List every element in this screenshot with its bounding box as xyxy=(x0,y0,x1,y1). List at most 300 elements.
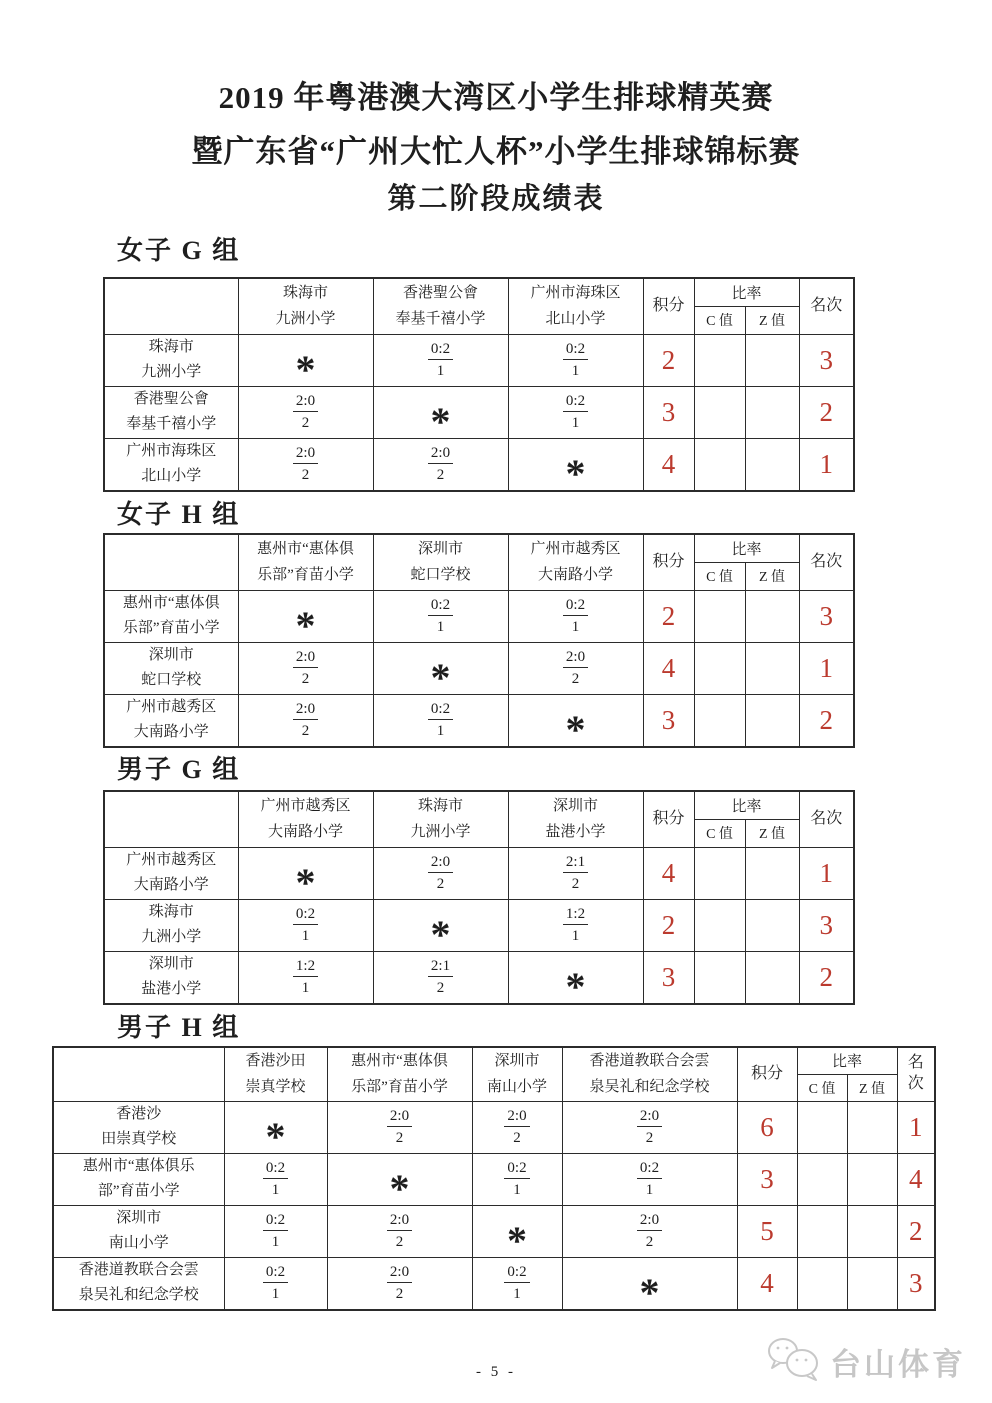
set-score: 0:2 xyxy=(263,1212,288,1232)
match-result xyxy=(239,906,373,945)
set-score: 2:0 xyxy=(428,445,453,465)
team-row-label xyxy=(104,590,238,642)
match-result xyxy=(225,1160,327,1199)
c-value-header: C 值 xyxy=(694,819,745,847)
rank-cell: 3 xyxy=(897,1257,935,1310)
team-name-line: 乐部”育苗小学 xyxy=(351,1079,448,1096)
match-result-cell xyxy=(562,1153,737,1205)
rank-cell: 3 xyxy=(799,590,854,642)
match-result xyxy=(509,341,643,380)
page-number: - 5 - xyxy=(476,1364,516,1380)
set-score: 2:0 xyxy=(637,1212,662,1232)
match-points: 2 xyxy=(395,1130,404,1146)
c-value-cell xyxy=(694,386,745,438)
team-name-line: 泉吴礼和纪念学校 xyxy=(78,1287,199,1303)
team-name-line: 乐部”育苗小学 xyxy=(122,620,220,636)
match-points: 1 xyxy=(571,928,580,944)
team-name-line: 奉基千禧小学 xyxy=(126,416,217,432)
self-match-cell xyxy=(373,899,508,951)
z-value-cell xyxy=(745,899,799,951)
set-score: 1:2 xyxy=(563,906,588,926)
match-result xyxy=(374,445,508,484)
ratio-header: 比率 xyxy=(694,791,799,819)
match-result-cell xyxy=(472,1101,562,1153)
c-value-header: C 值 xyxy=(694,562,745,590)
match-result xyxy=(239,701,373,740)
match-result xyxy=(509,906,643,945)
team-name-line: 崇真学校 xyxy=(245,1079,306,1096)
team-name-line: 香港聖公會 xyxy=(402,285,478,301)
group-heading: 男子 G 组 xyxy=(117,755,241,784)
team-name-line: 香港道教联合会雲 xyxy=(589,1053,710,1069)
z-value-cell xyxy=(847,1257,897,1310)
team-name-line: 盐港小学 xyxy=(141,981,202,997)
team-name-line: 香港沙 xyxy=(116,1105,162,1122)
rank-cell: 3 xyxy=(799,899,854,951)
ratio-header: 比率 xyxy=(694,534,799,562)
match-points: 2 xyxy=(513,1130,521,1146)
wechat-icon xyxy=(766,1336,822,1387)
team-column-header xyxy=(508,278,643,334)
table-row xyxy=(104,590,854,642)
c-value-cell xyxy=(694,899,745,951)
self-match-cell xyxy=(373,386,508,438)
match-result xyxy=(563,1108,737,1147)
team-column-header xyxy=(327,1047,472,1101)
match-result xyxy=(225,1264,327,1303)
team-name-line: 蛇口学校 xyxy=(141,672,202,688)
team-row-label xyxy=(53,1153,224,1205)
team-row-label xyxy=(104,899,238,951)
match-result-cell xyxy=(508,334,643,386)
self-match-asterisk: * xyxy=(565,964,586,1004)
self-match-asterisk: * xyxy=(430,399,451,438)
set-score: 2:1 xyxy=(563,854,588,874)
match-points: 1 xyxy=(271,1182,280,1198)
z-value-cell xyxy=(745,438,799,491)
team-name-line: 深圳市 xyxy=(417,541,463,557)
points-header: 积分 xyxy=(643,534,694,590)
team-name-line: 田崇真学校 xyxy=(101,1131,177,1147)
self-match-cell xyxy=(238,590,373,642)
z-value-cell xyxy=(745,590,799,642)
points-cell: 5 xyxy=(737,1205,797,1257)
set-score: 0:2 xyxy=(563,597,588,617)
rank-header-line: 名次 xyxy=(810,296,843,314)
self-match-asterisk: * xyxy=(389,1166,410,1205)
match-points: 1 xyxy=(271,1234,280,1250)
match-result-cell xyxy=(562,1205,737,1257)
set-score: 1:2 xyxy=(293,958,318,978)
set-score: 2:0 xyxy=(563,649,588,669)
team-name-line: 香港道教联合会雲 xyxy=(78,1261,199,1278)
self-match-cell xyxy=(238,334,373,386)
team-column-header xyxy=(224,1047,327,1101)
match-result-cell xyxy=(373,590,508,642)
rank-header xyxy=(799,534,854,590)
team-name-line: 深圳市 xyxy=(552,798,598,814)
self-match-asterisk: * xyxy=(639,1270,660,1310)
match-result xyxy=(239,649,373,688)
team-row-label xyxy=(104,951,238,1004)
team-name-line: 大南路小学 xyxy=(133,724,209,740)
team-name-line: 惠州市“惠体俱 xyxy=(257,541,354,557)
team-column-header xyxy=(373,534,508,590)
z-value-header: Z 值 xyxy=(745,819,799,847)
rank-cell: 2 xyxy=(897,1205,935,1257)
team-row-label xyxy=(53,1101,224,1153)
set-score: 2:0 xyxy=(293,701,318,721)
points-cell: 4 xyxy=(643,438,694,491)
match-result-cell xyxy=(373,847,508,899)
match-result xyxy=(563,1212,737,1251)
team-row-label xyxy=(53,1257,224,1310)
team-column-header xyxy=(508,791,643,847)
set-score: 0:2 xyxy=(428,597,453,617)
match-result-cell xyxy=(508,590,643,642)
match-result-cell xyxy=(224,1153,327,1205)
match-result xyxy=(328,1212,472,1251)
table-row xyxy=(104,334,854,386)
team-name-line: 九洲小学 xyxy=(410,824,471,841)
rank-cell: 1 xyxy=(897,1101,935,1153)
z-value-cell xyxy=(745,951,799,1004)
c-value-cell xyxy=(694,334,745,386)
match-result xyxy=(239,445,373,484)
set-score: 2:1 xyxy=(428,958,453,978)
points-header: 积分 xyxy=(737,1047,797,1101)
points-header: 积分 xyxy=(643,791,694,847)
corner-cell xyxy=(104,534,238,590)
match-points: 2 xyxy=(301,671,310,687)
match-result-cell xyxy=(508,386,643,438)
team-name-line: 九洲小学 xyxy=(141,364,202,380)
team-name-line: 广州市越秀区 xyxy=(126,851,217,868)
table-row xyxy=(104,642,854,694)
points-cell: 2 xyxy=(643,590,694,642)
match-result-cell xyxy=(508,847,643,899)
team-name-line: 大南路小学 xyxy=(133,877,209,893)
c-value-header: C 值 xyxy=(797,1074,847,1101)
match-points: 1 xyxy=(271,1286,280,1302)
match-result xyxy=(374,701,508,740)
team-column-header xyxy=(373,791,508,847)
team-name-line: 北山小学 xyxy=(545,311,606,328)
match-result xyxy=(509,649,643,688)
match-result-cell xyxy=(373,951,508,1004)
title-line-3: 第二阶段成绩表 xyxy=(387,183,605,215)
team-name-line: 奉基千禧小学 xyxy=(395,311,486,328)
match-points: 2 xyxy=(395,1234,404,1250)
c-value-cell xyxy=(797,1101,847,1153)
results-table xyxy=(103,277,855,492)
set-score: 2:0 xyxy=(637,1108,662,1128)
match-points: 1 xyxy=(645,1182,654,1198)
match-result-cell xyxy=(238,951,373,1004)
team-name-line: 珠海市 xyxy=(148,338,194,355)
self-match-cell xyxy=(562,1257,737,1310)
rank-header xyxy=(799,791,854,847)
team-name-line: 乐部”育苗小学 xyxy=(257,567,354,584)
match-result-cell xyxy=(373,438,508,491)
set-score: 2:0 xyxy=(387,1212,412,1232)
team-name-line: 深圳市 xyxy=(116,1209,162,1226)
self-match-asterisk: * xyxy=(295,347,316,386)
rank-header xyxy=(897,1047,935,1101)
c-value-cell xyxy=(694,438,745,491)
c-value-cell xyxy=(694,642,745,694)
z-value-cell xyxy=(745,642,799,694)
team-name-line: 香港沙田 xyxy=(245,1053,306,1069)
watermark-text: 台山体育 xyxy=(830,1347,966,1382)
points-cell: 4 xyxy=(737,1257,797,1310)
watermark xyxy=(766,1336,966,1387)
rank-cell: 2 xyxy=(799,694,854,747)
team-column-header xyxy=(373,278,508,334)
c-value-cell xyxy=(694,694,745,747)
title-line-2: 暨广东省“广州大忙人杯”小学生排球锦标赛 xyxy=(191,134,801,169)
corner-cell xyxy=(104,791,238,847)
match-result-cell xyxy=(238,438,373,491)
z-value-cell xyxy=(745,386,799,438)
results-table xyxy=(103,533,855,748)
set-score: 2:0 xyxy=(387,1108,412,1128)
title-line-1: 2019 年粤港澳大湾区小学生排球精英赛 xyxy=(218,80,774,115)
match-result xyxy=(563,1160,737,1199)
rank-cell: 1 xyxy=(799,438,854,491)
match-result-cell xyxy=(472,1257,562,1310)
table-row xyxy=(53,1205,935,1257)
match-points: 1 xyxy=(436,619,445,635)
z-value-cell xyxy=(745,847,799,899)
points-cell: 3 xyxy=(643,951,694,1004)
table-row xyxy=(53,1101,935,1153)
match-points: 2 xyxy=(301,723,310,739)
match-result-cell xyxy=(238,386,373,438)
points-cell: 6 xyxy=(737,1101,797,1153)
c-value-cell xyxy=(797,1153,847,1205)
set-score: 0:2 xyxy=(637,1160,662,1180)
match-result xyxy=(328,1108,472,1147)
set-score: 0:2 xyxy=(504,1160,529,1180)
match-result-cell xyxy=(327,1101,472,1153)
match-points: 1 xyxy=(571,415,580,431)
match-points: 1 xyxy=(436,723,445,739)
c-value-cell xyxy=(797,1257,847,1310)
team-name-line: 深圳市 xyxy=(148,955,194,972)
points-cell: 2 xyxy=(643,899,694,951)
rank-cell: 4 xyxy=(897,1153,935,1205)
set-score: 0:2 xyxy=(428,341,453,361)
team-name-line: 深圳市 xyxy=(494,1053,540,1069)
rank-cell: 2 xyxy=(799,951,854,1004)
z-value-cell xyxy=(745,334,799,386)
match-result-cell xyxy=(508,642,643,694)
match-points: 2 xyxy=(571,671,580,687)
team-name-line: 盐港小学 xyxy=(545,824,606,841)
match-result-cell xyxy=(224,1257,327,1310)
team-row-label xyxy=(104,334,238,386)
match-result xyxy=(473,1264,562,1303)
match-result-cell xyxy=(373,334,508,386)
self-match-cell xyxy=(508,694,643,747)
c-value-cell xyxy=(797,1205,847,1257)
match-result xyxy=(473,1160,562,1199)
self-match-cell xyxy=(224,1101,327,1153)
team-column-header xyxy=(472,1047,562,1101)
corner-cell xyxy=(53,1047,224,1101)
team-name-line: 珠海市 xyxy=(417,798,463,814)
team-row-label xyxy=(104,386,238,438)
self-match-asterisk: * xyxy=(295,860,316,899)
match-result xyxy=(374,341,508,380)
rank-cell: 2 xyxy=(799,386,854,438)
match-result xyxy=(239,393,373,432)
team-name-line: 大南路小学 xyxy=(267,824,343,841)
self-match-asterisk: * xyxy=(295,603,316,642)
match-result-cell xyxy=(238,642,373,694)
team-name-line: 深圳市 xyxy=(148,646,194,663)
self-match-asterisk: * xyxy=(430,912,451,951)
match-result-cell xyxy=(562,1101,737,1153)
points-cell: 2 xyxy=(643,334,694,386)
self-match-asterisk: * xyxy=(430,655,451,694)
team-name-line: 广州市海珠区 xyxy=(530,285,621,301)
match-points: 1 xyxy=(571,619,580,635)
self-match-cell xyxy=(327,1153,472,1205)
match-result xyxy=(225,1212,327,1251)
points-cell: 4 xyxy=(643,847,694,899)
points-cell: 3 xyxy=(643,694,694,747)
match-result xyxy=(328,1264,472,1303)
team-name-line: 广州市越秀区 xyxy=(260,798,351,814)
match-result xyxy=(509,854,643,893)
team-name-line: 南山小学 xyxy=(108,1235,169,1251)
points-cell: 3 xyxy=(737,1153,797,1205)
team-name-line: 部”育苗小学 xyxy=(97,1183,180,1199)
table-row xyxy=(104,899,854,951)
set-score: 0:2 xyxy=(263,1160,288,1180)
points-header: 积分 xyxy=(643,278,694,334)
rank-header-line: 名次 xyxy=(810,552,843,570)
match-points: 2 xyxy=(645,1130,654,1146)
team-name-line: 泉吴礼和纪念学校 xyxy=(589,1079,710,1096)
rank-cell: 1 xyxy=(799,847,854,899)
z-value-cell xyxy=(847,1153,897,1205)
team-row-label xyxy=(104,847,238,899)
set-score: 0:2 xyxy=(563,393,588,413)
set-score: 0:2 xyxy=(504,1264,529,1284)
match-result-cell xyxy=(472,1153,562,1205)
rank-header-line: 名次 xyxy=(810,809,843,827)
rank-header-line: 名 xyxy=(907,1054,924,1072)
match-result-cell xyxy=(238,694,373,747)
group-heading: 女子 G 组 xyxy=(117,236,241,265)
match-result-cell xyxy=(238,899,373,951)
team-name-line: 珠海市 xyxy=(282,285,328,301)
z-value-cell xyxy=(847,1205,897,1257)
match-result xyxy=(374,958,508,997)
table-row xyxy=(53,1153,935,1205)
points-cell: 3 xyxy=(643,386,694,438)
z-value-header: Z 值 xyxy=(847,1074,897,1101)
team-row-label xyxy=(53,1205,224,1257)
rank-cell: 3 xyxy=(799,334,854,386)
results-table xyxy=(103,790,855,1005)
set-score: 2:0 xyxy=(293,649,318,669)
c-value-cell xyxy=(694,847,745,899)
match-points: 1 xyxy=(436,363,445,379)
table-row xyxy=(104,694,854,747)
self-match-cell xyxy=(238,847,373,899)
set-score: 0:2 xyxy=(428,701,453,721)
team-name-line: 惠州市“惠体俱 xyxy=(351,1053,448,1069)
match-result xyxy=(473,1108,562,1147)
rank-header xyxy=(799,278,854,334)
team-name-line: 蛇口学校 xyxy=(410,567,471,584)
match-points: 2 xyxy=(301,467,310,483)
team-name-line: 广州市越秀区 xyxy=(530,541,621,557)
team-name-line: 香港聖公會 xyxy=(133,390,209,407)
match-result-cell xyxy=(327,1257,472,1310)
match-result-cell xyxy=(373,694,508,747)
ratio-header: 比率 xyxy=(797,1047,897,1074)
match-result-cell xyxy=(508,899,643,951)
match-points: 2 xyxy=(436,980,445,996)
z-value-cell xyxy=(847,1101,897,1153)
corner-cell xyxy=(104,278,238,334)
team-column-header xyxy=(562,1047,737,1101)
table-row xyxy=(53,1257,935,1310)
self-match-cell xyxy=(508,438,643,491)
set-score: 0:2 xyxy=(563,341,588,361)
c-value-header: C 值 xyxy=(694,306,745,334)
self-match-asterisk: * xyxy=(565,451,586,491)
team-name-line: 大南路小学 xyxy=(537,567,613,584)
match-points: 1 xyxy=(513,1286,521,1302)
group-heading: 男子 H 组 xyxy=(117,1013,241,1042)
set-score: 2:0 xyxy=(428,854,453,874)
table-row xyxy=(104,438,854,491)
set-score: 2:0 xyxy=(293,445,318,465)
match-result xyxy=(374,854,508,893)
match-result xyxy=(374,597,508,636)
group-heading: 女子 H 组 xyxy=(117,500,241,529)
team-name-line: 广州市越秀区 xyxy=(126,698,217,715)
team-column-header xyxy=(238,278,373,334)
team-name-line: 惠州市“惠体俱乐 xyxy=(82,1157,195,1174)
match-points: 2 xyxy=(645,1234,654,1250)
team-column-header xyxy=(508,534,643,590)
match-points: 1 xyxy=(513,1182,521,1198)
self-match-asterisk: * xyxy=(507,1218,527,1257)
match-result-cell xyxy=(224,1205,327,1257)
team-name-line: 九洲小学 xyxy=(275,311,336,328)
z-value-cell xyxy=(745,694,799,747)
match-points: 2 xyxy=(436,876,445,892)
self-match-cell xyxy=(472,1205,562,1257)
team-name-line: 九洲小学 xyxy=(141,929,202,945)
match-result xyxy=(239,958,373,997)
team-name-line: 北山小学 xyxy=(141,468,202,484)
c-value-cell xyxy=(694,951,745,1004)
team-row-label xyxy=(104,694,238,747)
self-match-asterisk: * xyxy=(265,1114,286,1153)
match-points: 2 xyxy=(571,876,580,892)
team-name-line: 广州市海珠区 xyxy=(126,442,217,459)
match-result-cell xyxy=(327,1205,472,1257)
self-match-cell xyxy=(373,642,508,694)
